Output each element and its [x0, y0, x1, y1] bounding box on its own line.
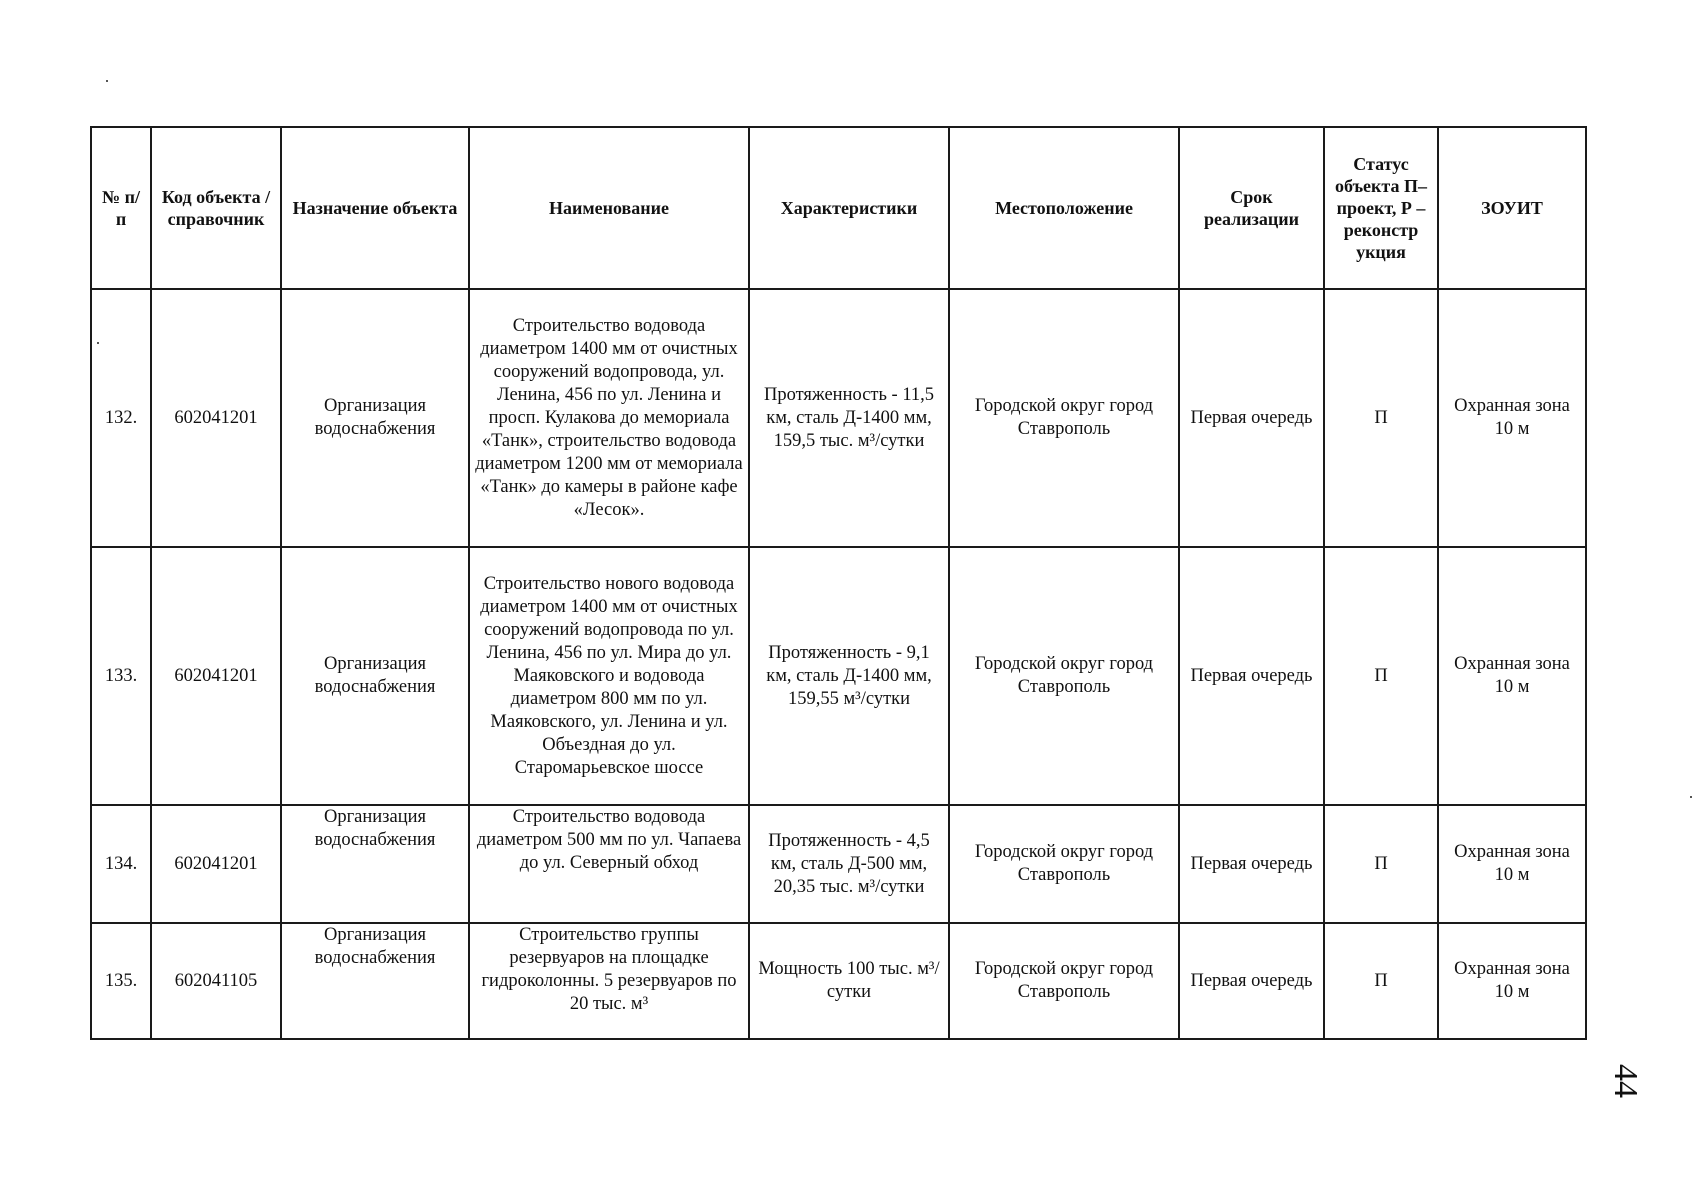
cell-term: Первая очередь [1179, 289, 1324, 547]
table-header-row [91, 127, 1586, 289]
cell-name: Строительство нового водовода диаметром 1400 мм от очистных сооружений водопровода по ул. Ленина, 456 по ул. Мира до ул. Маяковского и водовода диаметром 800 мм по ул. Маяковского, ул. Ленина и ул. Объездная до ул. Старомарьевское шоссе [469, 547, 749, 805]
cell-characteristics: Протяженность - 9,1 км, сталь Д-1400 мм, 159,55 м³/сутки [749, 547, 949, 805]
cell-purpose: Организация водоснабжения [281, 547, 469, 805]
cell-characteristics: Протяженность - 11,5 км, сталь Д-1400 мм, 159,5 тыс. м³/сутки [749, 289, 949, 547]
cell-location: Городской округ город Ставрополь [949, 289, 1179, 547]
header-term: Срок реализации [1179, 127, 1324, 289]
cell-code: 602041201 [151, 805, 281, 923]
table-row [91, 547, 1586, 805]
cell-characteristics: Мощность 100 тыс. м³/сутки [749, 923, 949, 1039]
cell-status: П [1324, 547, 1438, 805]
cell-name: Строительство водовода диаметром 500 мм по ул. Чапаева до ул. Северный обход [469, 805, 749, 923]
cell-zone: Охранная зона 10 м [1438, 805, 1586, 923]
table-row [91, 289, 1586, 547]
cell-status: П [1324, 923, 1438, 1039]
cell-zone: Охранная зона 10 м [1438, 923, 1586, 1039]
cell-code: 602041201 [151, 289, 281, 547]
header-characteristics: Характеристики [749, 127, 949, 289]
cell-location: Городской округ город Ставрополь [949, 547, 1179, 805]
header-name: Наименование [469, 127, 749, 289]
cell-purpose: Организация водоснабжения [281, 805, 469, 923]
scan-speck [1690, 796, 1692, 798]
cell-location: Городской округ город Ставрополь [949, 923, 1179, 1039]
header-purpose: Назначение объекта [281, 127, 469, 289]
cell-number: 135. [91, 923, 151, 1039]
infrastructure-objects-table [90, 126, 1587, 1040]
cell-code: 602041201 [151, 547, 281, 805]
header-location: Местоположение [949, 127, 1179, 289]
cell-status: П [1324, 289, 1438, 547]
cell-purpose: Организация водоснабжения [281, 289, 469, 547]
cell-number: 133. [91, 547, 151, 805]
scan-speck [106, 80, 108, 82]
cell-number: 134. [91, 805, 151, 923]
cell-term: Первая очередь [1179, 923, 1324, 1039]
page-number: 44 [1607, 1064, 1644, 1098]
cell-location: Городской округ город Ставрополь [949, 805, 1179, 923]
cell-name: Строительство водовода диаметром 1400 мм от очистных сооружений водопровода, ул. Ленина, 456 по ул. Ленина и просп. Кулакова до мемориала «Танк», строительство водовода диаметром 1200 мм от мемориала «Танк» до камеры в районе кафе «Лесок». [469, 289, 749, 547]
cell-number: 132. [91, 289, 151, 547]
cell-code: 602041105 [151, 923, 281, 1039]
table-row [91, 923, 1586, 1039]
cell-name: Строительство группы резервуаров на площадке гидроколонны. 5 резервуаров по 20 тыс. м³ [469, 923, 749, 1039]
cell-status: П [1324, 805, 1438, 923]
header-status: Статус объекта П– проект, Р – реконстр укция [1324, 127, 1438, 289]
cell-zone: Охранная зона 10 м [1438, 547, 1586, 805]
header-number: № п/п [91, 127, 151, 289]
header-code: Код объекта / справочник [151, 127, 281, 289]
cell-purpose: Организация водоснабжения [281, 923, 469, 1039]
cell-zone: Охранная зона 10 м [1438, 289, 1586, 547]
cell-term: Первая очередь [1179, 547, 1324, 805]
header-zone: ЗОУИТ [1438, 127, 1586, 289]
cell-term: Первая очередь [1179, 805, 1324, 923]
table-row [91, 805, 1586, 923]
cell-characteristics: Протяженность - 4,5 км, сталь Д-500 мм, 20,35 тыс. м³/сутки [749, 805, 949, 923]
